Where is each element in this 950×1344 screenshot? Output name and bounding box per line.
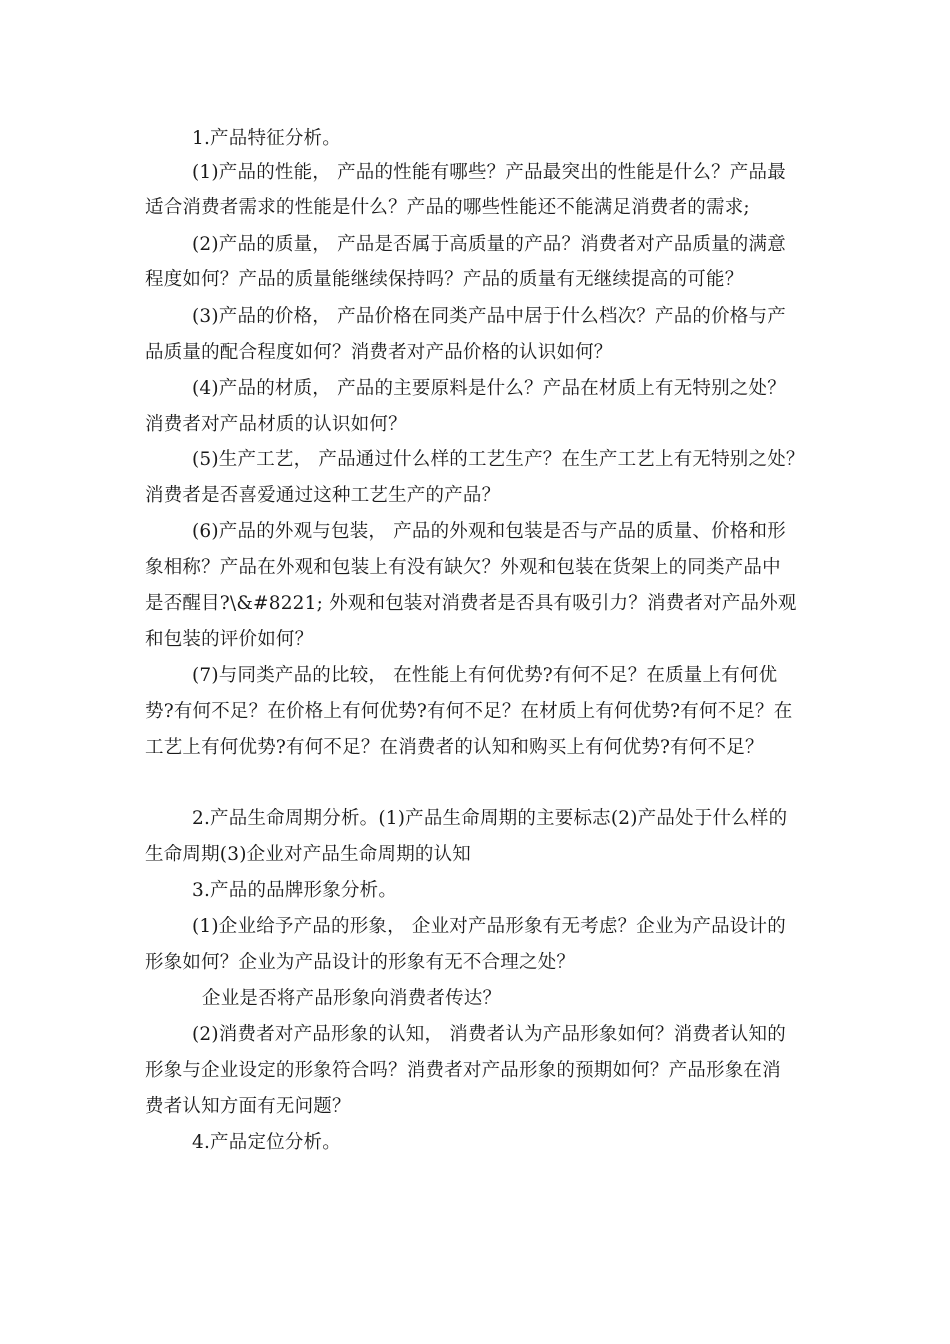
paragraph-line: (2)产品的质量， 产品是否属于高质量的产品？消费者对产品质量的满意	[192, 234, 786, 255]
paragraph-line: 是否醒目?\&#8221; 外观和包装对消费者是否具有吸引力？消费者对产品外观	[145, 593, 797, 614]
paragraph-line: 势?有何不足？在价格上有何优势?有何不足？在材质上有何优势?有何不足？在	[145, 701, 793, 722]
paragraph-line: (3)产品的价格， 产品价格在同类产品中居于什么档次？产品的价格与产	[192, 306, 786, 327]
paragraph-line: (2)消费者对产品形象的认知， 消费者认为产品形象如何？消费者认知的	[192, 1024, 786, 1045]
paragraph-line: 适合消费者需求的性能是什么？产品的哪些性能还不能满足消费者的需求;	[145, 197, 750, 218]
paragraph-line: 消费者是否喜爱通过这种工艺生产的产品？	[145, 485, 501, 506]
paragraph-line: 费者认知方面有无问题？	[145, 1096, 351, 1117]
paragraph-line: 和包装的评价如何？	[145, 629, 314, 650]
paragraph-line: 形象与企业设定的形象符合吗？消费者对产品形象的预期如何？产品形象在消	[145, 1060, 781, 1081]
heading-product-positioning: 4.产品定位分析。	[192, 1132, 341, 1153]
paragraph-line: 程度如何？产品的质量能继续保持吗？产品的质量有无继续提高的可能？	[145, 269, 744, 290]
paragraph-line: 消费者对产品材质的认识如何？	[145, 414, 407, 435]
heading-brand-image: 3.产品的品牌形象分析。	[192, 880, 398, 901]
paragraph-line: (7)与同类产品的比较， 在性能上有何优势?有何不足？在质量上有何优	[192, 665, 778, 686]
paragraph-line: 企业是否将产品形象向消费者传达？	[202, 988, 502, 1009]
paragraph-line: (5)生产工艺， 产品通过什么样的工艺生产？在生产工艺上有无特别之处？	[192, 449, 805, 470]
paragraph-line: 生命周期(3)企业对产品生命周期的认知	[145, 844, 472, 865]
heading-product-lifecycle: 2.产品生命周期分析。(1)产品生命周期的主要标志(2)产品处于什么样的	[192, 808, 788, 829]
paragraph-line: (1)产品的性能， 产品的性能有哪些？产品最突出的性能是什么？产品最	[192, 162, 786, 183]
paragraph-line: (4)产品的材质， 产品的主要原料是什么？产品在材质上有无特别之处？	[192, 378, 786, 399]
paragraph-line: 象相称？产品在外观和包装上有没有缺欠？外观和包装在货架上的同类产品中	[145, 557, 781, 578]
paragraph-line: 工艺上有何优势?有何不足？在消费者的认知和购买上有何优势?有何不足？	[145, 737, 764, 758]
paragraph-line: 形象如何？企业为产品设计的形象有无不合理之处？	[145, 952, 576, 973]
paragraph-line: 品质量的配合程度如何？消费者对产品价格的认识如何？	[145, 342, 613, 363]
paragraph-line: (6)产品的外观与包装， 产品的外观和包装是否与产品的质量、价格和形	[192, 521, 786, 542]
paragraph-line: (1)企业给予产品的形象， 企业对产品形象有无考虑？企业为产品设计的	[192, 916, 786, 937]
heading-product-features: 1.产品特征分析。	[192, 128, 341, 149]
